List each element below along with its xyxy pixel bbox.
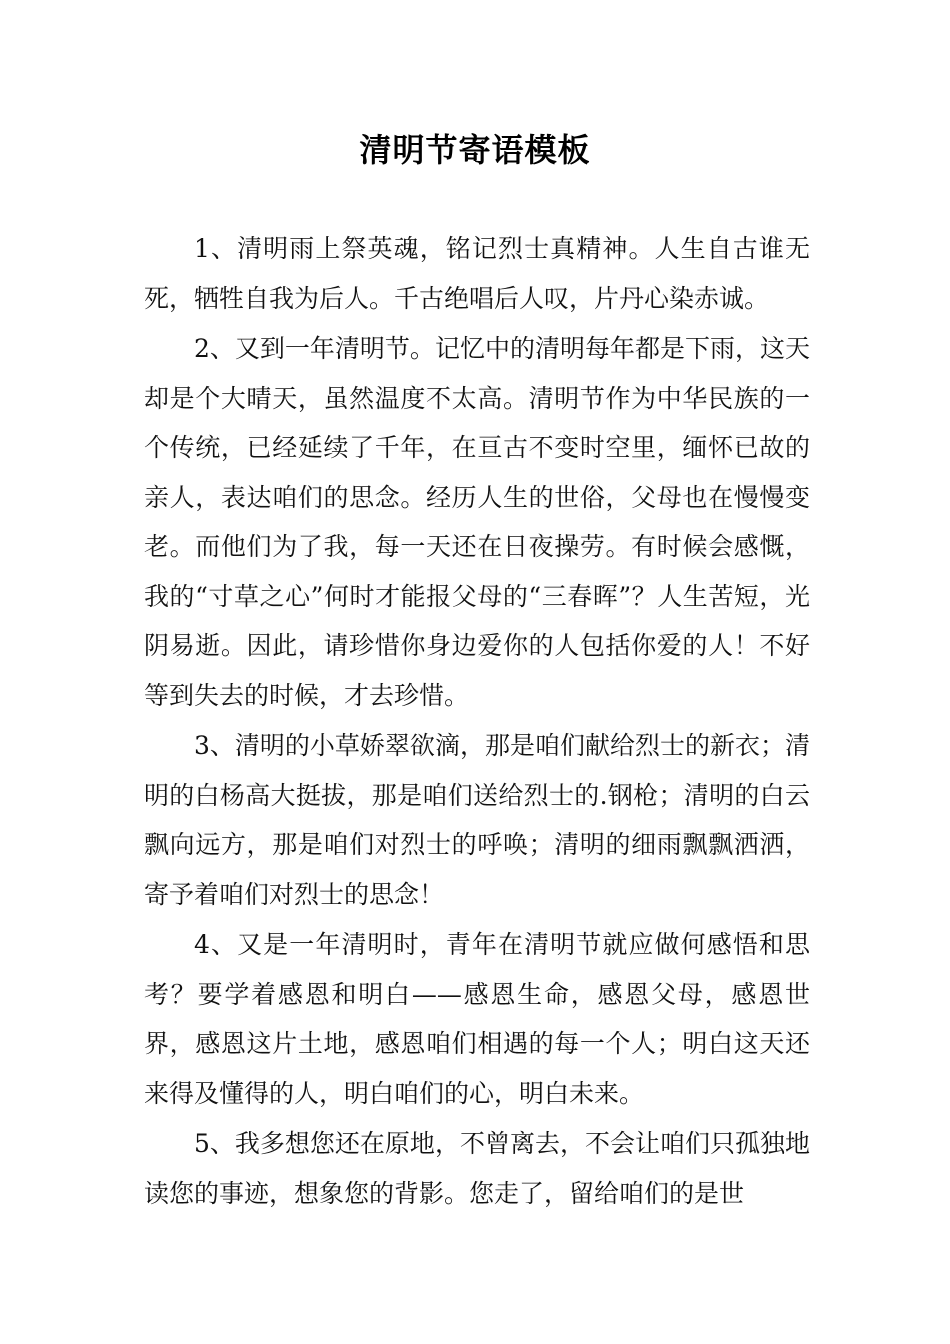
document-body (144, 224, 810, 1219)
paragraph-1: 1、清明雨上祭英魂，铭记烈士真精神。人生自古谁无死，牺牲自我为后人。千古绝唱后人叹，片丹心染赤诚。 (144, 234, 810, 313)
paragraph-3: 3、清明的小草娇翠欲滴，那是咱们献给烈士的新衣；清明的白杨高大挺拔，那是咱们送给烈士的.钢枪；清明的白云飘向远方，那是咱们对烈士的呼唤；清明的细雨飘飘洒洒，寄予着咱们对烈士的思念！ (144, 731, 810, 909)
paragraph-2: 2、又到一年清明节。记忆中的清明每年都是下雨，这天却是个大晴天，虽然温度不太高。清明节作为中华民族的一个传统，已经延续了千年，在亘古不变时空里，缅怀已故的亲人，表达咱们的思念。经历人生的世俗，父母也在慢慢变老。而他们为了我，每一天还在日夜操劳。有时候会感慨，我的“寸草之心”何时才能报父母的“三春晖”？人生苦短，光阴易逝。因此，请珍惜你身边爱你的人包括你爱的人！不好等到失去的时候，才去珍惜。 (144, 334, 810, 710)
paragraph-5: 5、我多想您还在原地，不曾离去，不会让咱们只孤独地读您的事迹，想象您的背影。您走了，留给咱们的是世 (144, 1129, 810, 1208)
document-title: 清明节寄语模板 (359, 131, 591, 169)
paragraph-4: 4、又是一年清明时，青年在清明节就应做何感悟和思考？要学着感恩和明白——感恩生命，感恩父母，感恩世界，感恩这片土地，感恩咱们相遇的每一个人；明白这天还来得及懂得的人，明白咱们的心，明白未来。 (144, 930, 810, 1108)
